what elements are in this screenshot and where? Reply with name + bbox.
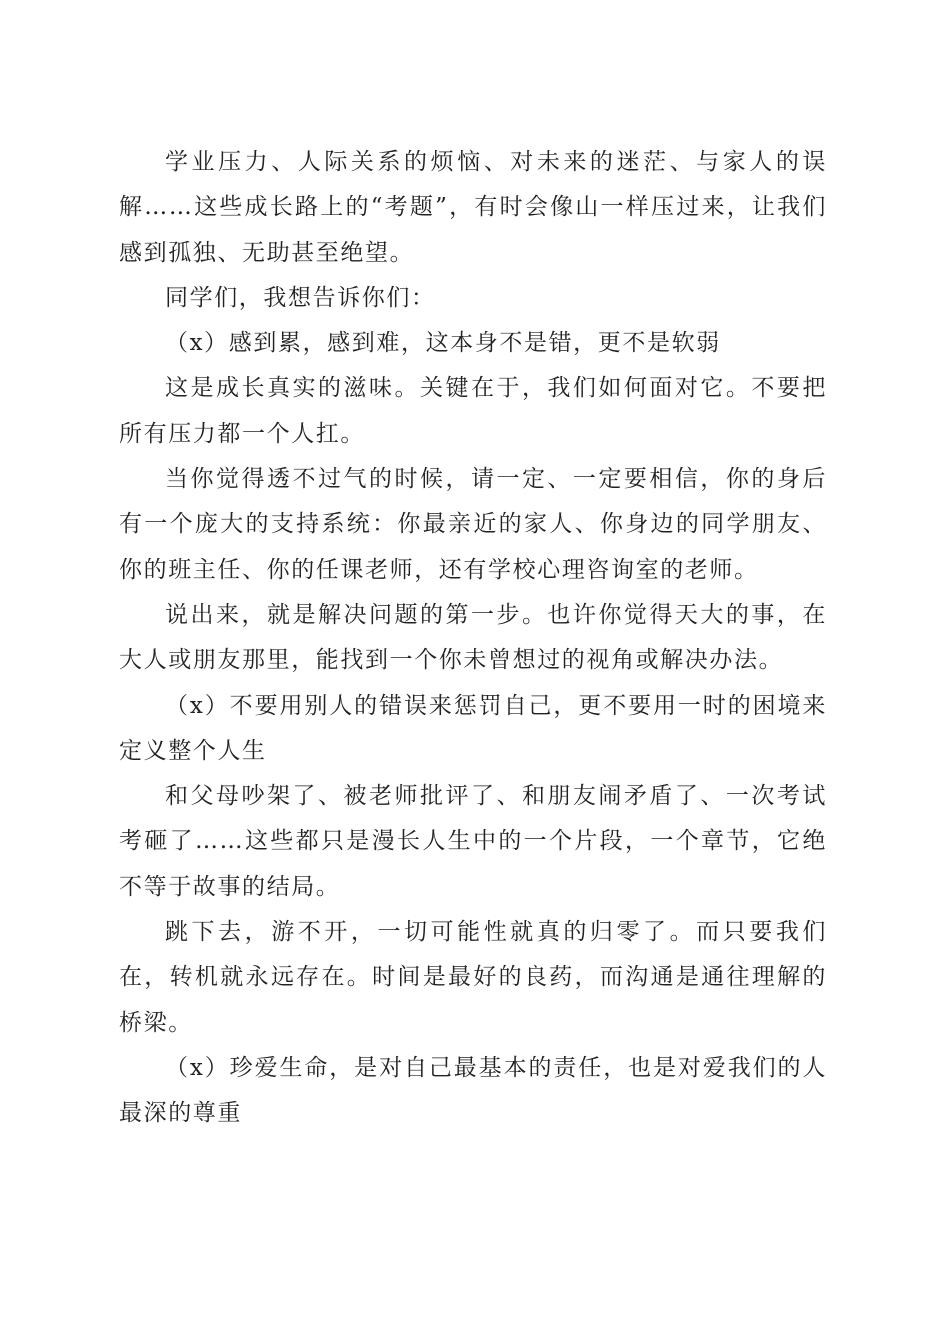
section-heading-2: （x）不要用别人的错误来惩罚自己，更不要用一时的困境来定义整个人生 [119, 692, 827, 764]
paragraph-setbacks: 和父母吵架了、被老师批评了、和朋友闹矛盾了、一次考试考砸了……这些都只是漫长人生中的一个片段，一个章节，它绝不等于故事的结局。 [119, 783, 827, 900]
section-heading-1: （x）感到累，感到难，这本身不是错，更不是软弱 [165, 330, 721, 357]
paragraph-hope: 跳下去，游不开，一切可能性就真的归零了。而只要我们在，转机就永远存在。时间是最好的良药，而沟通是通往理解的桥梁。 [119, 919, 827, 1036]
paragraph-growth: 这是成长真实的滋味。关键在于，我们如何面对它。不要把所有压力都一个人扛。 [119, 375, 827, 447]
document-body [119, 140, 827, 1137]
paragraph-address: 同学们，我想告诉你们： [165, 284, 436, 311]
paragraph-pressures: 学业压力、人际关系的烦恼、对未来的迷茫、与家人的误解……这些成长路上的“考题”，有时会像山一样压过来，让我们感到孤独、无助甚至绝望。 [119, 149, 827, 266]
paragraph-support-system: 当你觉得透不过气的时候，请一定、一定要相信，你的身后有一个庞大的支持系统：你最亲近的家人、你身边的同学朋友、你的班主任、你的任课老师，还有学校心理咨询室的老师。 [119, 466, 827, 583]
paragraph-speak-out: 说出来，就是解决问题的第一步。也许你觉得天大的事，在大人或朋友那里，能找到一个你未曾想过的视角或解决办法。 [119, 601, 827, 674]
section-heading-3: （x）珍爱生命，是对自己最基本的责任，也是对爱我们的人最深的尊重 [119, 1054, 827, 1127]
